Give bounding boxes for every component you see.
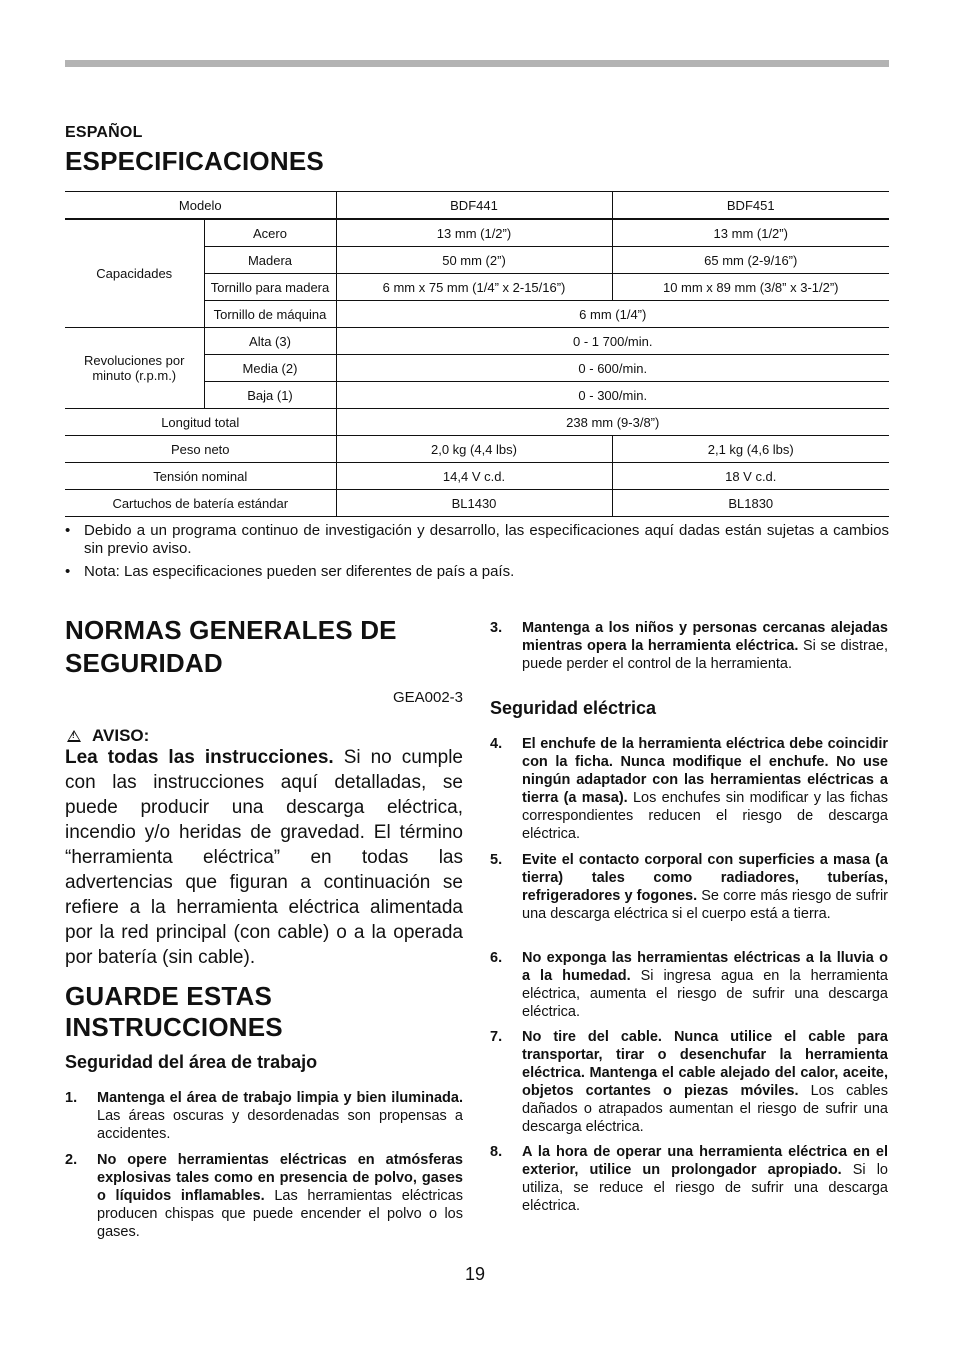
section-title-specifications: ESPECIFICACIONES	[65, 146, 324, 176]
list-item	[490, 619, 888, 673]
top-rule	[65, 60, 889, 67]
cell-value: 10 mm x 89 mm (3/8” x 3-1/2”)	[612, 274, 889, 301]
list-item	[490, 1143, 888, 1215]
cell-value: 18 V c.d.	[612, 463, 889, 490]
cell-value: 0 - 600/min.	[336, 355, 889, 382]
item-bold: No tire del cable. Nunca utilice el cable para transportar, tirar o desenchufar la herramienta eléctrica. Mantenga el cable alejado del calor, aceite, objetos cortantes o piezas móviles.	[522, 1029, 888, 1099]
header-model-2: BDF451	[612, 192, 889, 220]
item-bold: El enchufe de la herramienta eléctrica debe coincidir con la ficha. Nunca modifique el enchufe. No use ningún adaptador con las herramientas eléctricas a tierra (a masa).	[522, 736, 888, 806]
item-text: Si se distrae, puede perder el control de la herramienta.	[522, 638, 889, 672]
note-item	[65, 522, 889, 558]
title-line: GUARDE ESTAS	[65, 981, 273, 1011]
item-bold: Mantenga a los niños y personas cercanas alejadas mientras opera la herramienta eléctrica.	[522, 620, 888, 654]
item-number: 6.	[490, 950, 503, 966]
item-text: Los enchufes sin modificar y las fichas correspondientes reducen el riesgo de descarga eléctrica.	[522, 790, 888, 842]
item-bold: Mantenga el área de trabajo limpia y bien iluminada.	[97, 1090, 463, 1106]
bullet: •	[65, 563, 71, 580]
title-line: NORMAS GENERALES DE	[65, 615, 397, 645]
list-item	[490, 949, 888, 1021]
cell-value: 14,4 V c.d.	[336, 463, 612, 490]
row-label: Acero	[204, 219, 336, 247]
table-row	[65, 463, 889, 490]
subsection-title-area: Seguridad del área de trabajo	[65, 1052, 318, 1072]
item-text: Las herramientas eléctricas producen chispas que puede encender el polvo o los gases.	[97, 1188, 463, 1240]
table-row	[65, 490, 889, 517]
language-label: ESPAÑOL	[65, 124, 143, 141]
intro-text: Si no cumple con las instrucciones aquí detalladas, se puede producir una descarga eléctrica, incendio y/o heridas de gravedad. El término “herramienta eléctrica” en todas las advertencias que figuran a continuación se refiere a la herramienta eléctrica alimentada por la red principal (con cable) o a la operada por batería (sin cable).	[65, 747, 463, 968]
warning-intro	[65, 745, 463, 970]
bullet: •	[65, 522, 71, 539]
row-label: Media (2)	[204, 355, 336, 382]
item-text: Si ingresa agua en la herramienta eléctrica, aumenta el riesgo de sufrir una descarga eléctrica.	[522, 968, 888, 1020]
row-label: Tornillo para madera	[204, 274, 336, 301]
item-text: Se corre más riesgo de sufrir una descarga eléctrica si el cuerpo está a tierra.	[522, 888, 889, 922]
cell-value: 13 mm (1/2”)	[336, 219, 612, 247]
item-number: 5.	[490, 852, 503, 868]
note-item	[65, 563, 889, 581]
list-item	[490, 735, 888, 843]
cell-value: 2,1 kg (4,6 lbs)	[612, 436, 889, 463]
row-label: Cartuchos de batería estándar	[65, 490, 336, 517]
cell-value: 13 mm (1/2”)	[612, 219, 889, 247]
item-text: Si lo utiliza, se reduce el riesgo de sufrir una descarga eléctrica.	[522, 1162, 888, 1214]
table-row	[65, 328, 889, 355]
intro-bold: Lea todas las instrucciones.	[65, 747, 334, 768]
table-header-row	[65, 192, 889, 220]
list-item	[65, 1089, 463, 1143]
note-text: Debido a un programa continuo de investigación y desarrollo, las especificaciones aquí dadas están sujetas a cambios sin previo aviso.	[84, 522, 889, 557]
table-row	[65, 436, 889, 463]
page-number: 19	[465, 1264, 486, 1284]
row-label: Alta (3)	[204, 328, 336, 355]
item-number: 7.	[490, 1029, 503, 1045]
row-label: Peso neto	[65, 436, 336, 463]
item-number: 4.	[490, 736, 503, 752]
cell-value: 2,0 kg (4,4 lbs)	[336, 436, 612, 463]
item-number: 1.	[65, 1090, 78, 1106]
row-label: Baja (1)	[204, 382, 336, 409]
row-label: Madera	[204, 247, 336, 274]
document-code: GEA002-3	[392, 689, 463, 706]
warning-heading	[65, 726, 149, 746]
warning-triangle-icon	[67, 730, 81, 742]
row-group-label: Capacidades	[96, 266, 173, 281]
specifications-table	[65, 191, 889, 517]
header-modelo: Modelo	[65, 192, 336, 220]
row-label: Longitud total	[65, 409, 336, 436]
spec-notes	[65, 522, 889, 586]
row-label: Tensión nominal	[65, 463, 336, 490]
item-number: 8.	[490, 1144, 503, 1160]
section-title-guarde	[65, 981, 463, 1043]
warning-label: AVISO:	[92, 726, 150, 745]
list-item	[65, 1151, 463, 1241]
cell-value: 0 - 1 700/min.	[336, 328, 889, 355]
section-title-normas	[65, 614, 463, 680]
item-text: Los cables dañados o atrapados aumentan el riesgo de sufrir una descarga eléctrica.	[522, 1083, 888, 1135]
row-group-label: Revoluciones por minuto (r.p.m.)	[65, 328, 204, 409]
item-number: 3.	[490, 620, 503, 636]
item-bold: Evite el contacto corporal con superficies a masa (a tierra) tales como radiadores, tuberías, refrigeradores y fogones.	[522, 852, 888, 904]
cell-value: 238 mm (9-3/8”)	[336, 409, 889, 436]
item-text: Las áreas oscuras y desordenadas son propensas a accidentes.	[97, 1108, 463, 1142]
cell-value: BL1830	[612, 490, 889, 517]
cell-value: 6 mm (1/4”)	[336, 301, 889, 328]
cell-value: 50 mm (2”)	[336, 247, 612, 274]
note-text: Nota: Las especificaciones pueden ser diferentes de país a país.	[84, 563, 515, 580]
cell-value: BL1430	[336, 490, 612, 517]
cell-value: 6 mm x 75 mm (1/4” x 2-15/16”)	[336, 274, 612, 301]
list-item	[490, 851, 888, 923]
header-model-1: BDF441	[336, 192, 612, 220]
cell-value: 65 mm (2-9/16”)	[612, 247, 889, 274]
item-bold: No exponga las herramientas eléctricas a la lluvia o a la humedad.	[522, 950, 888, 984]
table-row	[65, 219, 889, 247]
title-line: INSTRUCCIONES	[65, 1012, 283, 1042]
list-item	[490, 1028, 888, 1136]
item-bold: No opere herramientas eléctricas en atmósferas explosivas tales como en presencia de polvo, gases o líquidos inflamables.	[97, 1152, 463, 1204]
item-bold: A la hora de operar una herramienta eléctrica en el exterior, utilice un prolongador apropiado.	[522, 1144, 888, 1178]
table-row	[65, 409, 889, 436]
cell-value: 0 - 300/min.	[336, 382, 889, 409]
subsection-title-electrica: Seguridad eléctrica	[490, 698, 657, 718]
row-label: Tornillo de máquina	[204, 301, 336, 328]
title-line: SEGURIDAD	[65, 648, 223, 678]
item-number: 2.	[65, 1152, 78, 1168]
